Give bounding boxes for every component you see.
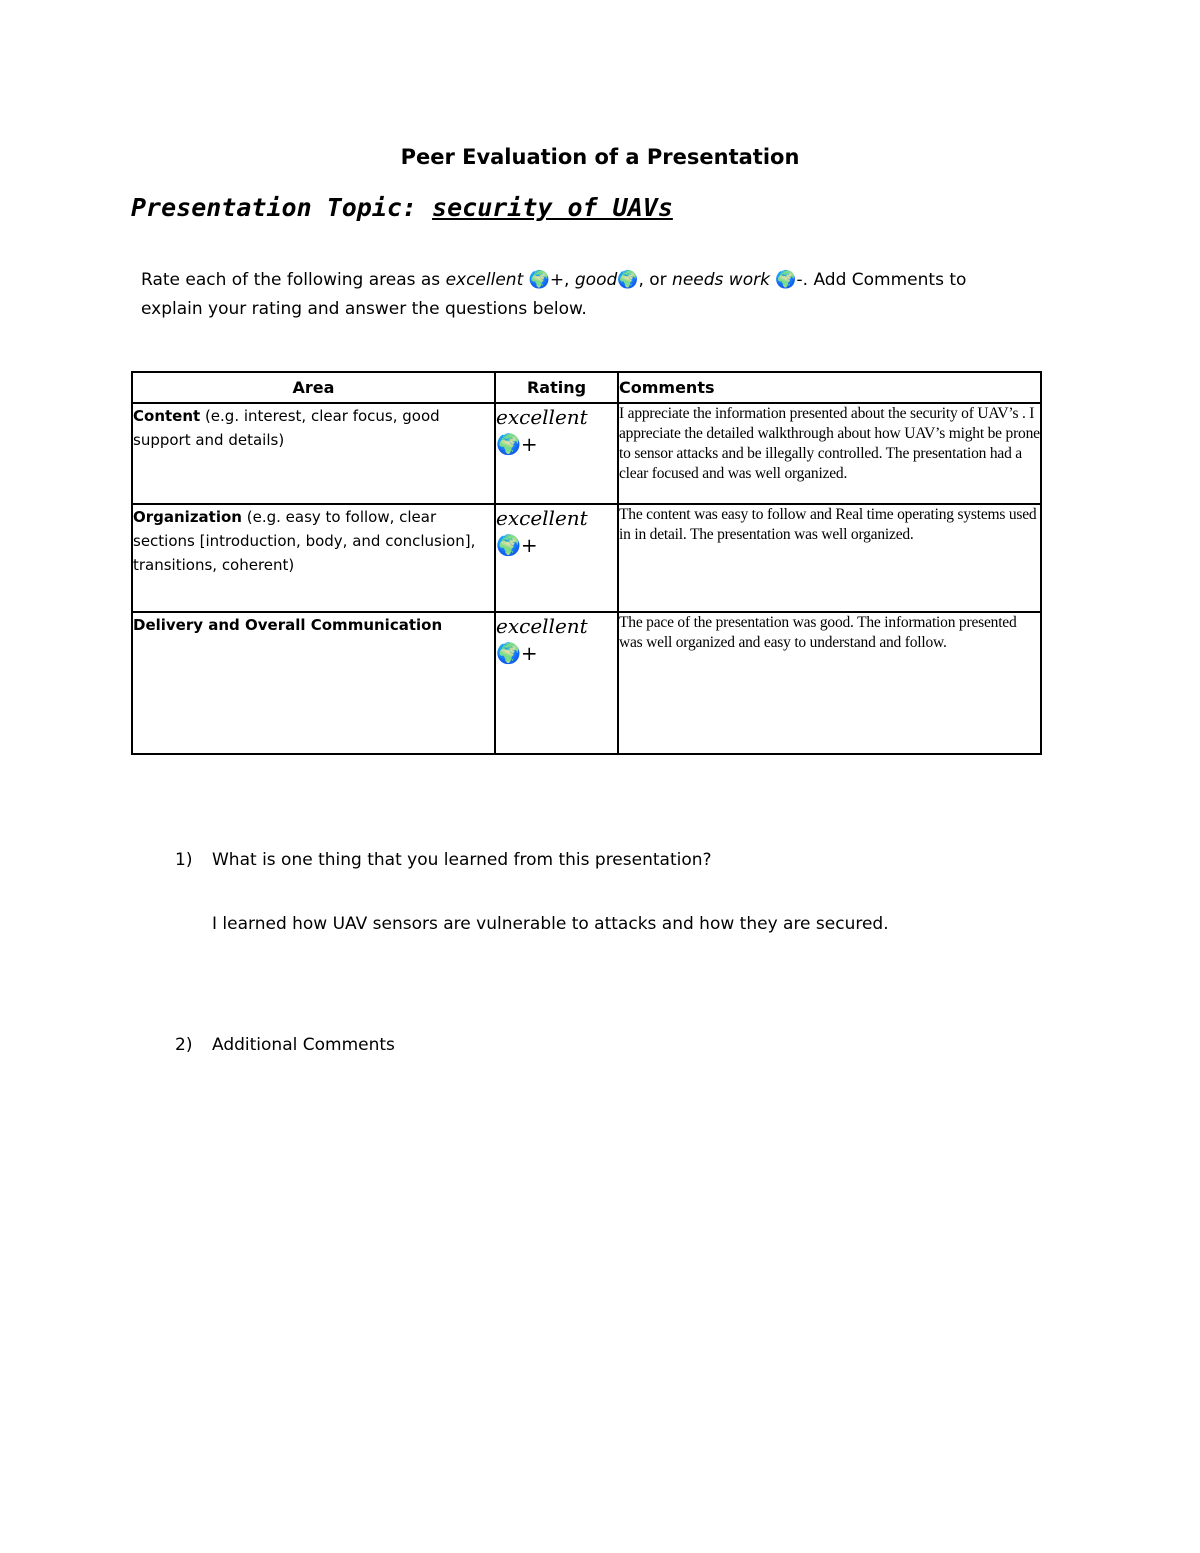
globe-icon: 🌍 [528, 270, 550, 290]
table-header-row [132, 372, 1041, 403]
question-2 [175, 1035, 395, 1055]
question-text: Additional Comments [212, 1035, 395, 1055]
instructions-text: , or [638, 270, 673, 290]
area-name: Delivery and Overall Communication [133, 616, 443, 634]
page-title: Peer Evaluation of a Presentation [400, 145, 800, 169]
topic-label: Presentation Topic: [131, 193, 417, 222]
needs-work-label: needs work [672, 270, 770, 290]
header-comments: Comments [618, 372, 1041, 403]
good-label: good [574, 270, 618, 290]
rating-cell [495, 612, 618, 754]
area-cell [132, 612, 495, 754]
comments-cell: The pace of the presentation was good. The information presented was well organized and easy to understand and follow. [618, 612, 1041, 754]
instructions-text: +, [549, 270, 575, 290]
globe-icon: 🌍 [617, 270, 639, 290]
answer-1: I learned how UAV sensors are vulnerable to attacks and how they are secured. [212, 914, 889, 934]
header-area: Area [132, 372, 495, 403]
table-row [132, 403, 1041, 504]
comments-cell: The content was easy to follow and Real time operating systems used in in detail. The presentation was well organized. [618, 504, 1041, 612]
table-row [132, 612, 1041, 754]
rating-word: excellent [496, 405, 588, 429]
area-description: (e.g. easy to follow, clear sections [introduction, body, and conclusion], transitions, coherent) [133, 508, 476, 574]
area-name: Content [133, 407, 201, 425]
area-name: Organization [133, 508, 242, 526]
instructions-text: Rate each of the following areas as [141, 270, 446, 290]
table-row [132, 504, 1041, 612]
header-rating: Rating [495, 372, 618, 403]
evaluation-table [131, 371, 1042, 755]
presentation-topic [131, 193, 673, 222]
excellent-label: excellent [445, 270, 524, 290]
question-text: What is one thing that you learned from this presentation? [212, 850, 712, 870]
question-number: 2) [175, 1035, 193, 1055]
area-cell [132, 403, 495, 504]
comments-cell: I appreciate the information presented about the security of UAV’s . I appreciate the detailed walkthrough about how UAV’s might be prone to sensor attacks and be illegally controlled. The presentation had a clear focused and was well organized. [618, 403, 1041, 504]
globe-icon: 🌍 [775, 270, 797, 290]
instructions-text: -. Add Comments to explain your rating and answer the questions below. [141, 270, 967, 319]
rating-word: excellent [496, 614, 588, 638]
globe-icon: 🌍+ [496, 533, 538, 557]
rating-word: excellent [496, 506, 588, 530]
question-number: 1) [175, 850, 193, 870]
globe-icon: 🌍+ [496, 432, 538, 456]
area-description: (e.g. interest, clear focus, good support and details) [133, 407, 440, 449]
instructions [141, 266, 1021, 324]
globe-icon: 🌍+ [496, 641, 538, 665]
rating-cell [495, 504, 618, 612]
area-cell [132, 504, 495, 612]
topic-value: security of UAVs [432, 193, 673, 222]
rating-cell [495, 403, 618, 504]
question-1 [175, 850, 712, 870]
